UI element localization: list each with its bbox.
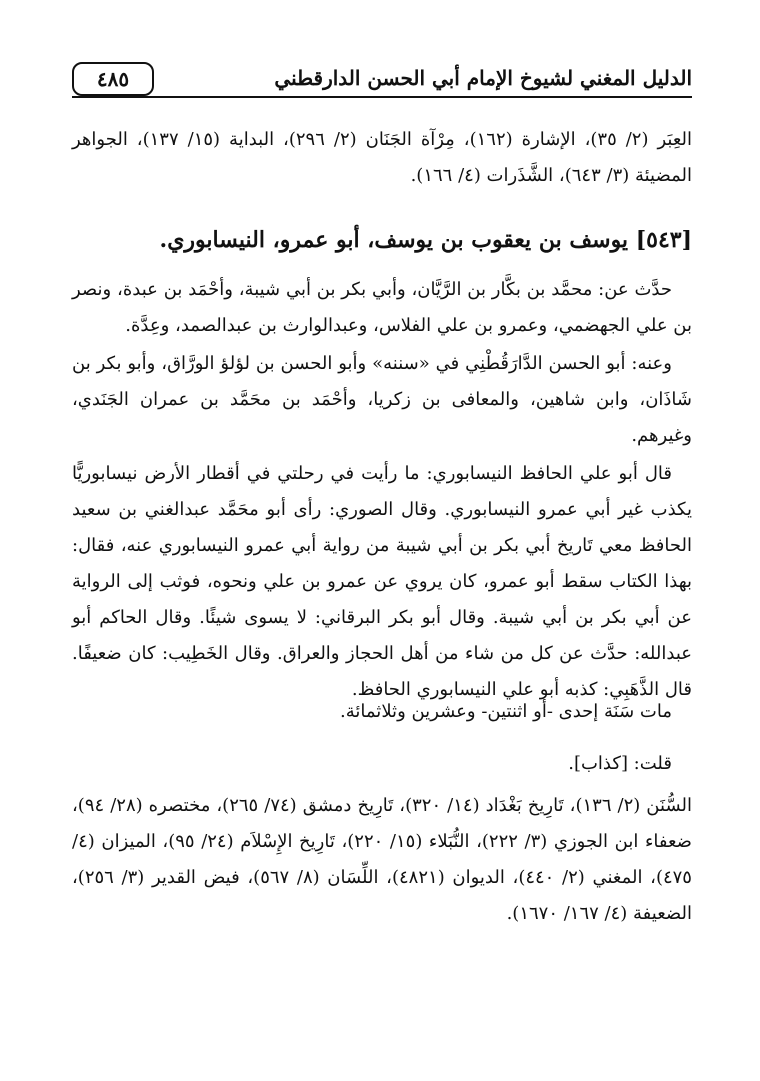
header-rule <box>72 96 692 98</box>
entry-references: السُّنَن (٢/ ١٣٦)، تَارِيخ بَغْدَاد (١٤/ ٣٢٠)، تَارِيخ دمشق (٧٤/ ٢٦٥)، مختصره (٢٨/ ٩٤)، ضعفاء ابن الجوزي (٣/ ٢٢٢)، النُّبَلاء (١٥/ ٢٢٠)، تَارِيخ الإِسْلاَم (٢٤/ ٩٥)، الميزان (٤/ ٤٧٥)، المغني (٢/ ٤٤٠)، الديوان (٤٨٢١)، اللِّسَان (٨/ ٥٦٧)، فيض القدير (٣/ ٢٥٦)، الضعيفة (٤/ ١٦٧/ ١٦٧٠). <box>72 795 692 924</box>
page-number: ٤٨٥ <box>96 67 130 91</box>
teachers-paragraph: حدَّث عن: محمَّد بن بكَّار بن الرَّيَّان، وأبي بكر بن أبي شيبة، وأحْمَد بن عبدة، ونصر بن علي الجهضمي، وعمرو بن علي الفلاس، وعبدالوارث بن عبدالصمد، وعِدَّة. <box>72 279 692 336</box>
death-paragraph: مات سَنَة إحدى -أو اثنتين- وعشرين وثلاثمائة. <box>340 701 672 722</box>
criticism-paragraph: قال أبو علي الحافظ النيسابوري: ما رأيت في رحلتي في أقطار الأرض نيسابوريًّا يكذب غير أبي عمرو النيسابوري. وقال الصوري: رأى أبو محَمَّد عبدالغني بن سعيد الحافظ معي تَاريخ أبي بكر بن أبي شيبة من رواية أبي عمرو النيسابوري عنه، فقال: بهذا الكتاب سقط أبو عمرو، كان يروي عن عمرو بن علي ونحوه، فوثب إلى الرواية عن أبي بكر بن أبي شيبة. وقال أبو بكر البرقاني: لا يسوى شيئًا. وقال الحاكم أبو عبدالله: حدَّث عن كل من شاء من أهل الحجاز والعراق. وقال الخَطِيب: كان ضعيفًا. قال الذَّهَبِي: كذبه أبو علي النيسابوري الحافظ. <box>72 463 692 700</box>
verdict-paragraph: قلت: [كذاب]. <box>568 753 672 774</box>
page-number-box <box>72 62 154 96</box>
running-title: الدليل المغني لشيوخ الإمام أبي الحسن الدارقطني <box>274 66 692 90</box>
entry-title: [٥٤٣] يوسف بن يعقوب بن يوسف، أبو عمرو، النيسابوري. <box>159 227 692 253</box>
page-header <box>72 62 692 100</box>
students-paragraph: وعنه: أبو الحسن الدَّارَقُطْنِي في «سننه» وأبو الحسن بن لؤلؤ الورَّاق، وأبو بكر بن شَاذَان، وابن شاهين، والمعافى بن زكريا، وأحْمَد بن محَمَّد بن عمران الجَنَدي، وغيرهم. <box>72 353 692 446</box>
previous-entry-references: العِبَر (٢/ ٣٥)، الإشارة (١٦٢)، مِرْآة الجَنَان (٢/ ٢٩٦)، البداية (١٥/ ١٣٧)، الجواهر المضيئة (٣/ ٦٤٣)، الشَّذَرات (٤/ ١٦٦). <box>72 129 692 186</box>
entry-body <box>72 272 692 710</box>
